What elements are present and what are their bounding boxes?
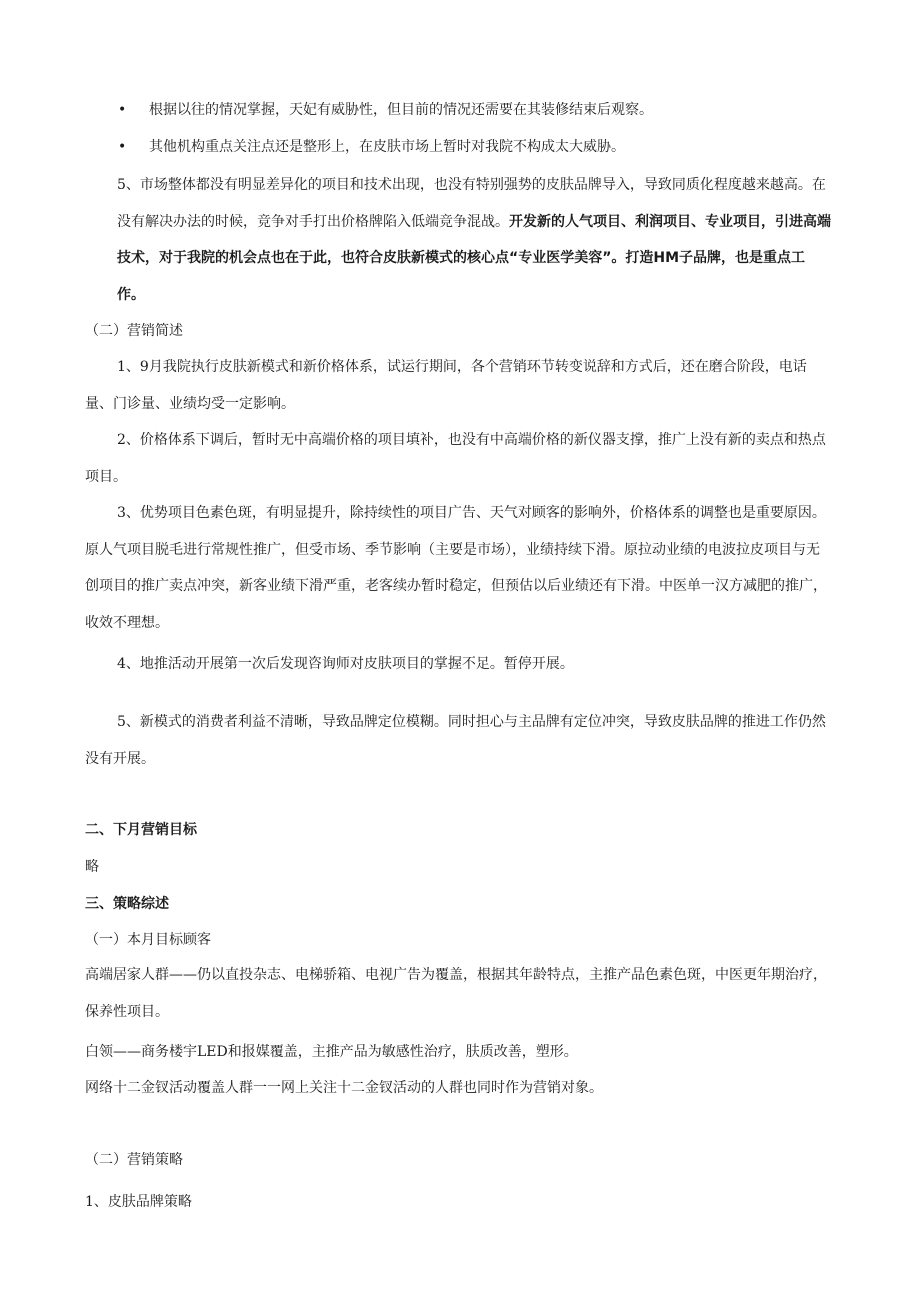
summary-item-1: 1、9月我院执行皮肤新模式和新价格体系，试运行期间，各个营销环节转变说辞和方式后，还在磨合阶段，电话量、门诊量、业绩均受一定影响。	[85, 359, 807, 412]
summary-item-2: 2、价格体系下调后，暂时无中高端价格的项目填补，也没有中高端价格的新仪器支撑，推广上没有新的卖点和热点项目。	[85, 432, 826, 485]
section-heading-marketing-summary: （二）营销简述	[85, 323, 183, 339]
section-heading-strategy: 三、策略综述	[85, 896, 169, 912]
bullet-marker: •	[118, 139, 127, 155]
market-item-5	[117, 167, 833, 313]
bullet-marker: •	[118, 102, 127, 118]
summary-item-3: 3、优势项目色素色斑，有明显提升，除持续性的项目广告、天气对顾客的影响外，价格体系的调整也是重要原因。原人气项目脱毛进行常规性推广，但受市场、季节影响（主要是市场），业绩持续下滑。原拉动业绩的电波拉皮项目与无创项目的推广卖点冲突，新客业绩下滑严重，老客续办暂时稳定，但预估以后业绩还有下滑。中医单一汉方减肥的推广，收效不理想。	[85, 505, 827, 631]
summary-item-5: 5、新模式的消费者利益不清晰，导致品牌定位模糊。同时担心与主品牌有定位冲突，导致皮肤品牌的推进工作仍然没有开展。	[85, 714, 826, 767]
target-customer-2: 白领——商务楼宇LED和报媒覆盖，主推产品为敏感性治疗，肤质改善，塑形。	[85, 1044, 578, 1060]
market-item-5-bold: 开发新的人气项目、利润项目、专业项目，引进高端技术，对于我院的机会点也在于此，也符合皮肤新模式的核心点“专业医学美容”。打造HM子品牌，也是重点工作。	[117, 213, 831, 303]
subheading-marketing-strategy: （二）营销策略	[85, 1152, 183, 1168]
subheading-target-customers: （一）本月目标顾客	[85, 932, 211, 948]
target-customer-1: 高端居家人群——仍以直投杂志、电梯骄箱、电视广告为覆盖，根据其年龄特点，主推产品色素色斑，中医更年期治疗，保养性项目。	[85, 967, 827, 1020]
skin-brand-strategy: 1、皮肤品牌策略	[85, 1194, 192, 1210]
section-heading-next-month-target: 二、下月营销目标	[85, 822, 197, 838]
next-month-target-body: 略	[85, 859, 99, 875]
bullet-text-1: 根据以往的情况掌握，天妃有威胁性，但目前的情况还需要在其装修结束后观察。	[149, 102, 653, 118]
target-customer-3: 网络十二金钗活动覆盖人群一一网上关注十二金钗活动的人群也同时作为营销对象。	[85, 1080, 603, 1096]
market-item-5-normal: 5、市场整体都没有明显差异化的项目和技术出现，也没有特别强势的皮肤品牌导入，导致同质化程度越来越高。在没有解决办法的时候，竞争对手打出价格牌陷入低端竞争混战。	[117, 177, 826, 230]
bullet-text-2: 其他机构重点关注点还是整形上，在皮肤市场上暂时对我院不构成太大威胁。	[149, 139, 625, 155]
summary-item-4: 4、地推活动开展第一次后发现咨询师对皮肤项目的掌握不足。暂停开展。	[117, 656, 574, 672]
